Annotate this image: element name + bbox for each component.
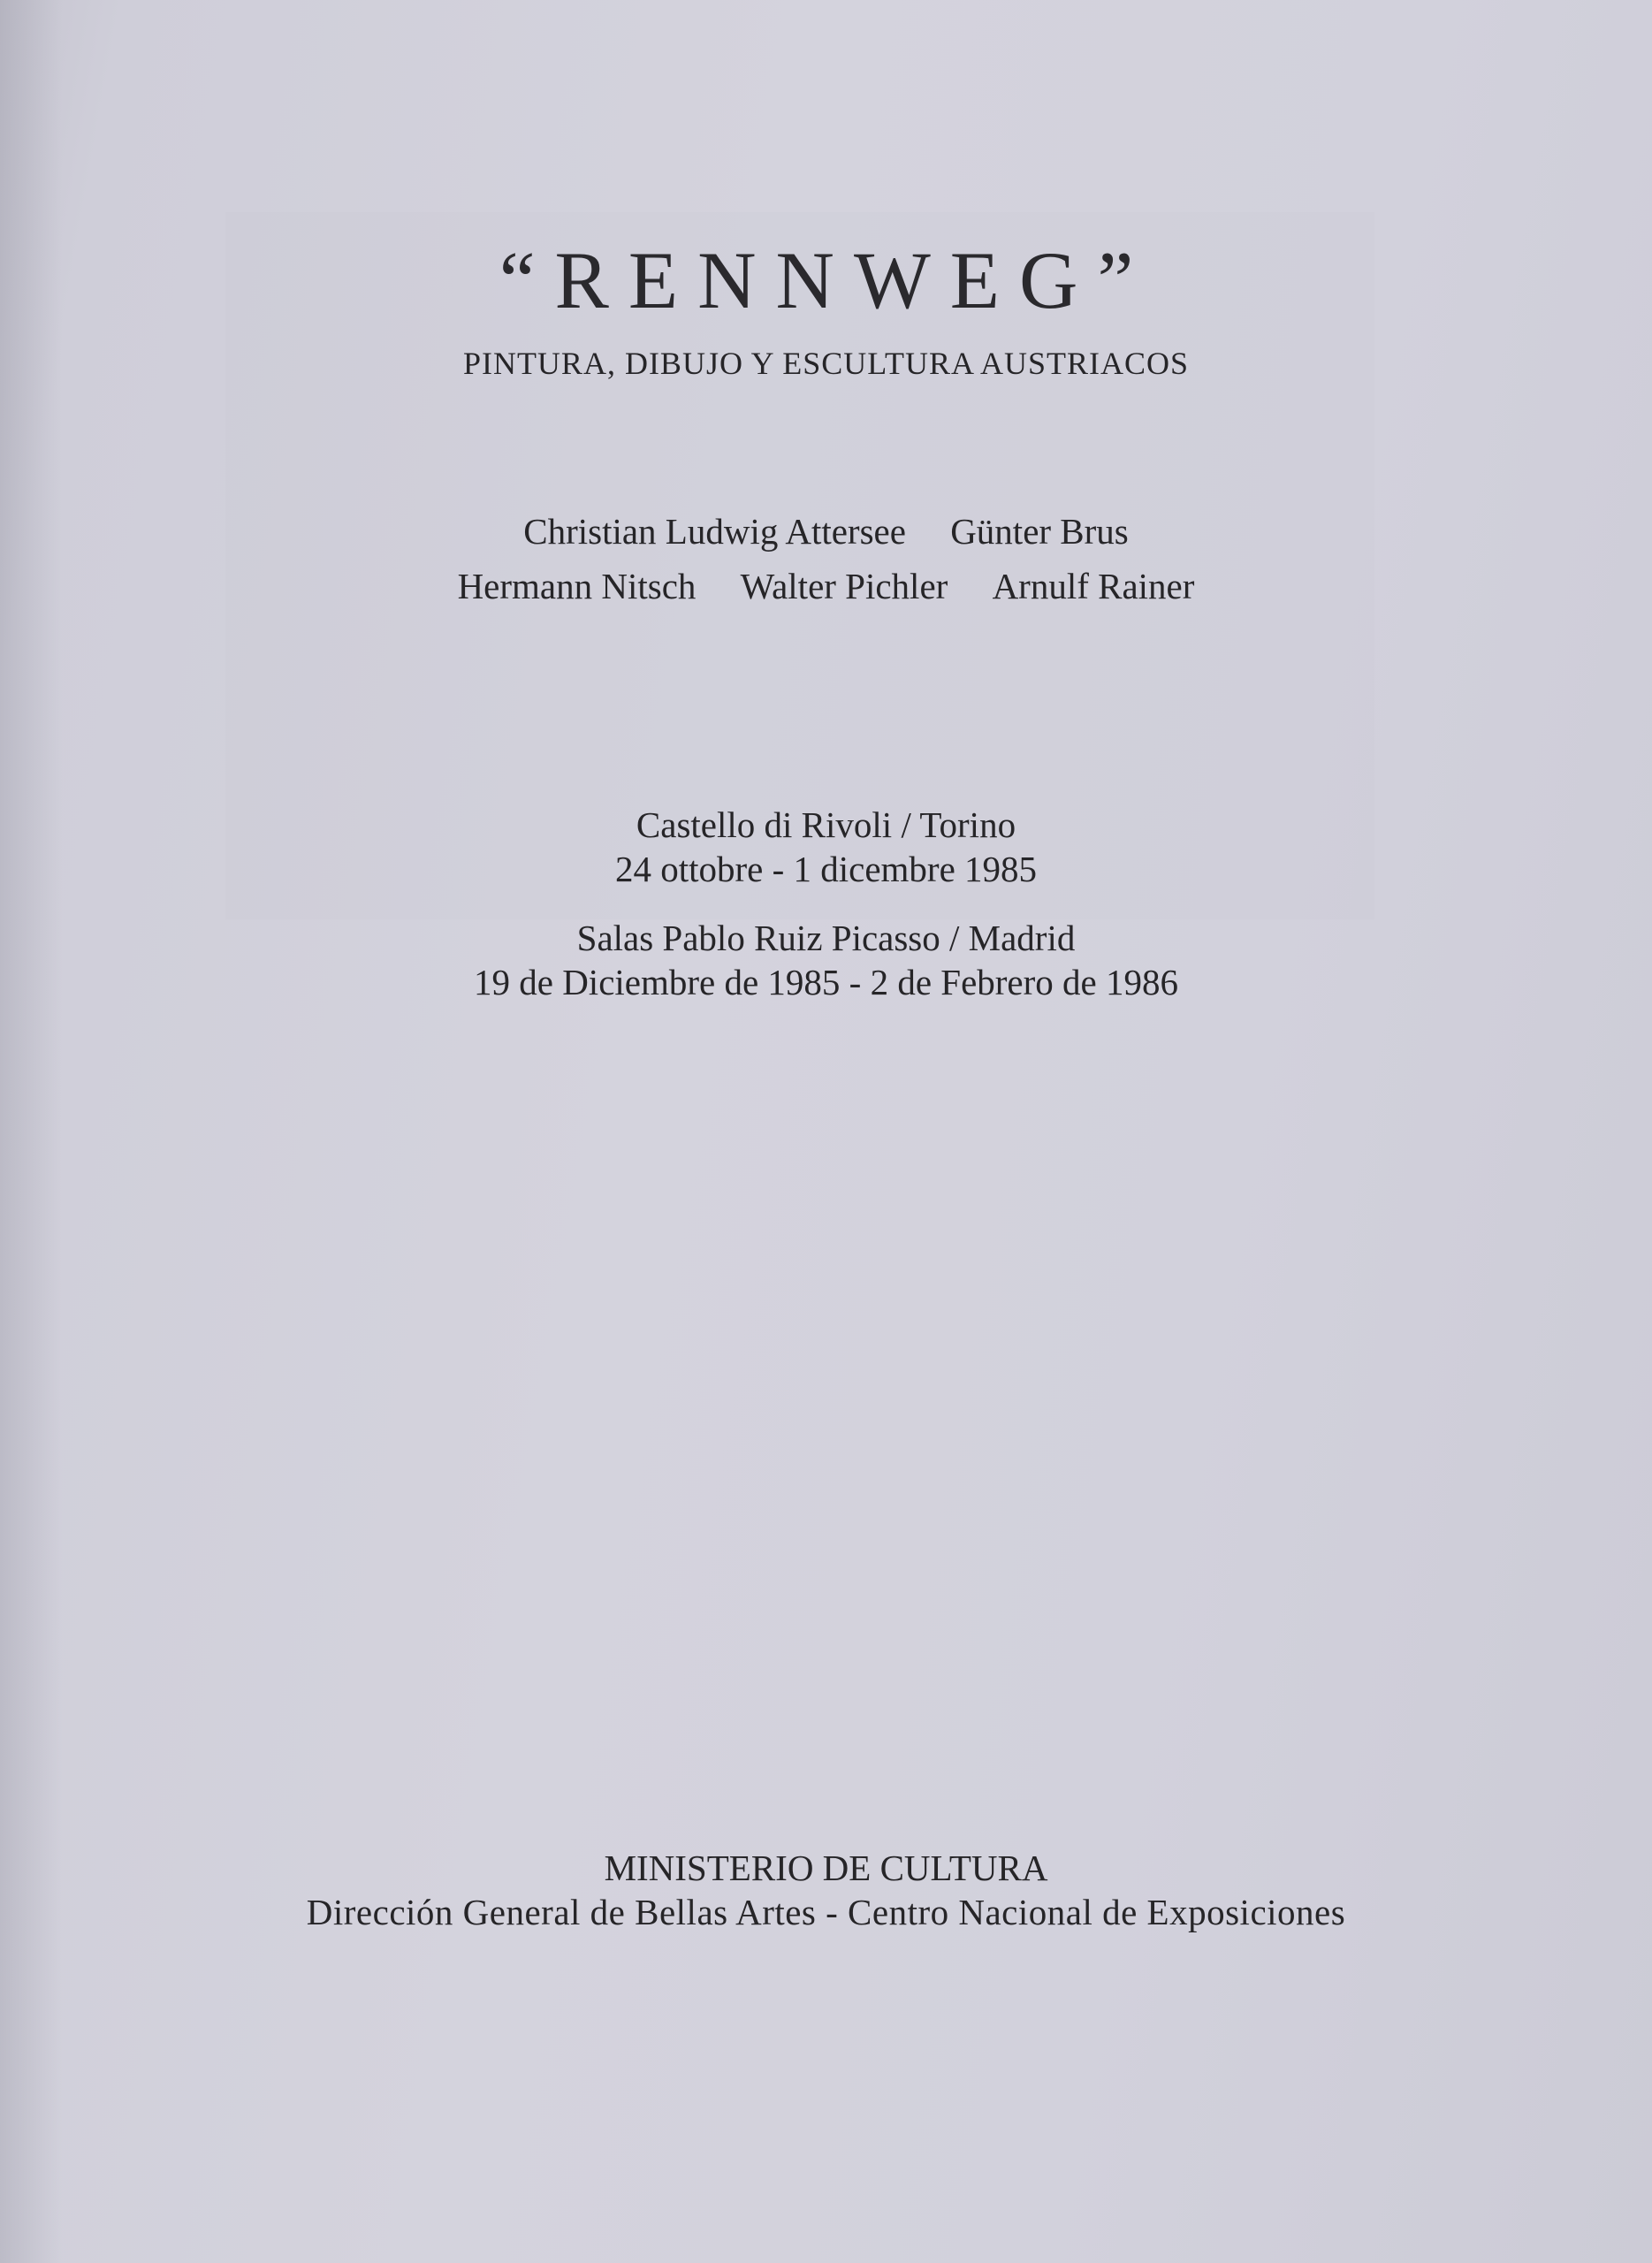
venue-turin [0, 803, 1652, 891]
publisher-name: MINISTERIO DE CULTURA [604, 1848, 1048, 1888]
venue-place: Salas Pablo Ruiz Picasso / Madrid [576, 918, 1076, 958]
artist-row-2 [0, 559, 1652, 613]
artist-row-1 [0, 504, 1652, 559]
venue-dates: 19 de Diciembre de 1985 - 2 de Febrero de 1986 [474, 962, 1178, 1002]
artist-name: Hermann Nitsch [457, 566, 697, 606]
artist-name: Arnulf Rainer [992, 566, 1195, 606]
page-subtitle: PINTURA, DIBUJO Y ESCULTURA AUSTRIACOS [462, 346, 1190, 381]
publisher-department: Dirección General de Bellas Artes - Centro Nacional de Exposiciones [306, 1892, 1346, 1932]
venue-place: Castello di Rivoli / Torino [636, 804, 1016, 845]
venue-madrid [0, 916, 1652, 1004]
publisher [0, 1846, 1652, 1934]
page-title: “RENNWEG” [499, 235, 1153, 325]
artist-name: Christian Ludwig Attersee [523, 511, 906, 552]
artist-list [0, 504, 1652, 613]
artist-name: Günter Brus [950, 511, 1129, 552]
artist-name: Walter Pichler [740, 566, 948, 606]
venue-dates: 24 ottobre - 1 dicembre 1985 [614, 849, 1038, 889]
